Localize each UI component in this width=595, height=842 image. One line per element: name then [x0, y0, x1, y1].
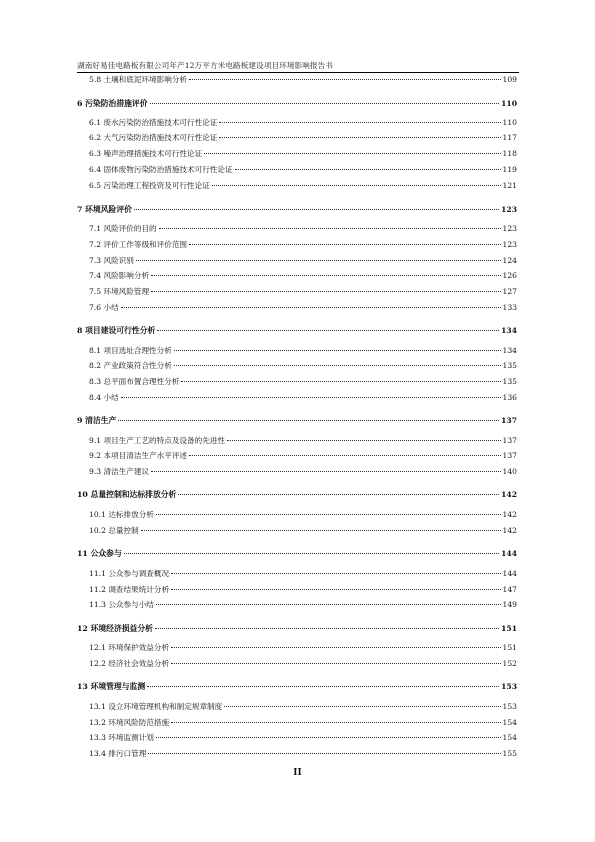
- toc-chapter-entry[interactable]: [77, 681, 517, 693]
- toc-section-entry[interactable]: [89, 74, 517, 86]
- toc-entry-page: 155: [502, 749, 517, 758]
- toc-dot-leader: [151, 275, 500, 276]
- toc-section-entry[interactable]: [89, 717, 517, 729]
- toc-dot-leader: [150, 103, 500, 104]
- toc-dot-leader: [178, 494, 499, 495]
- toc-dot-leader: [189, 244, 500, 245]
- toc-entry-page: 142: [501, 490, 517, 499]
- toc-section-entry[interactable]: [89, 117, 517, 129]
- toc-entry-title: 10.1 达标排放分析: [89, 510, 154, 519]
- toc-entry-title: 6.2 大气污染防治措施技术可行性论证: [89, 133, 218, 142]
- toc-section-entry[interactable]: [89, 376, 517, 388]
- toc-entry-title: 6.4 固体废物污染防治措施技术可行性论证: [89, 165, 233, 174]
- toc-entry-page: 151: [501, 624, 517, 633]
- toc-entry-page: 149: [502, 600, 517, 609]
- toc-dot-leader: [156, 737, 501, 738]
- toc-entry-title: 8.1 项目选址合理性分析: [89, 346, 172, 355]
- toc-entry-page: 152: [502, 659, 517, 668]
- toc-dot-leader: [148, 753, 500, 754]
- toc-dot-leader: [118, 420, 499, 421]
- toc-entry-page: 117: [502, 133, 517, 142]
- toc-entry-title: 13.3 环境监测计划: [89, 733, 154, 742]
- toc-entry-page: 154: [502, 733, 517, 742]
- toc-entry-title: 8.2 产业政策符合性分析: [89, 361, 172, 370]
- toc-dot-leader: [174, 350, 501, 351]
- toc-entry-title: 6.5 污染治理工程投资及可行性论证: [89, 181, 210, 190]
- toc-section-entry[interactable]: [89, 509, 517, 521]
- toc-section-entry[interactable]: [89, 270, 517, 282]
- toc-entry-page: 135: [502, 377, 517, 386]
- toc-dot-leader: [189, 79, 500, 80]
- toc-entry-title: 8 项目建设可行性分析: [77, 326, 156, 335]
- toc-entry-page: 154: [502, 718, 517, 727]
- toc-entry-title: 7 环境风险评价: [77, 205, 132, 214]
- toc-entry-page: 137: [501, 416, 517, 425]
- toc-entry-page: 109: [502, 75, 517, 84]
- toc-section-entry[interactable]: [89, 286, 517, 298]
- toc-entry-page: 110: [501, 99, 517, 108]
- toc-section-entry[interactable]: [89, 255, 517, 267]
- toc-dot-leader: [224, 706, 500, 707]
- toc-dot-leader: [219, 122, 500, 123]
- toc-section-entry[interactable]: [89, 584, 517, 596]
- toc-entry-title: 8.4 小结: [89, 393, 119, 402]
- toc-chapter-entry[interactable]: [77, 98, 517, 110]
- toc-section-entry[interactable]: [89, 345, 517, 357]
- toc-entry-title: 11.2 调查结果统计分析: [89, 585, 170, 594]
- toc-entry-title: 7.2 评价工作等级和评价范围: [89, 240, 188, 249]
- toc-dot-leader: [155, 628, 499, 629]
- toc-dot-leader: [156, 514, 501, 515]
- toc-section-entry[interactable]: [89, 568, 517, 580]
- toc-dot-leader: [124, 553, 499, 554]
- toc-dot-leader: [121, 397, 501, 398]
- toc-section-entry[interactable]: [89, 450, 517, 462]
- toc-dot-leader: [235, 169, 501, 170]
- toc-entry-title: 12.1 环境保护效益分析: [89, 643, 170, 652]
- toc-chapter-entry[interactable]: [77, 415, 517, 427]
- toc-entry-page: 121: [502, 181, 517, 190]
- toc-section-entry[interactable]: [89, 748, 517, 760]
- toc-entry-title: 9.2 本项目清洁生产水平评述: [89, 451, 188, 460]
- toc-entry-title: 10.2 总量控制: [89, 526, 139, 535]
- toc-chapter-entry[interactable]: [77, 489, 517, 501]
- toc-section-entry[interactable]: [89, 302, 517, 314]
- toc-entry-page: 153: [501, 682, 517, 691]
- toc-dot-leader: [171, 663, 500, 664]
- toc-entry-title: 9.1 项目生产工艺的特点及设备的先进性: [89, 436, 225, 445]
- toc-chapter-entry[interactable]: [77, 548, 517, 560]
- toc-chapter-entry[interactable]: [77, 623, 517, 635]
- toc-entry-title: 13.1 设立环境管理机构和制定规章制度: [89, 702, 223, 711]
- toc-entry-title: 7.5 环境风险管理: [89, 287, 150, 296]
- toc-entry-title: 13.2 环境风险防范措施: [89, 718, 170, 727]
- toc-dot-leader: [171, 647, 500, 648]
- toc-entry-page: 123: [502, 240, 517, 249]
- toc-entry-page: 134: [501, 326, 517, 335]
- toc-entry-title: 7.6 小结: [89, 303, 119, 312]
- toc-entry-page: 151: [502, 643, 517, 652]
- toc-dot-leader: [171, 573, 500, 574]
- toc-dot-leader: [159, 228, 501, 229]
- toc-entry-page: 119: [502, 165, 517, 174]
- toc-entry-page: 118: [502, 149, 517, 158]
- toc-entry-page: 144: [502, 569, 517, 578]
- toc-dot-leader: [156, 604, 501, 605]
- toc-dot-leader: [171, 589, 500, 590]
- toc-dot-leader: [174, 365, 501, 366]
- toc-section-entry[interactable]: [89, 360, 517, 372]
- toc-entry-page: 133: [502, 303, 517, 312]
- toc-entry-page: 126: [502, 271, 517, 280]
- toc-entry-title: 13 环境管理与监测: [77, 682, 146, 691]
- toc-entry-page: 136: [502, 393, 517, 402]
- toc-section-entry[interactable]: [89, 525, 517, 537]
- toc-section-entry[interactable]: [89, 164, 517, 176]
- toc-entry-title: 9 清洁生产: [77, 416, 117, 425]
- toc-section-entry[interactable]: [89, 732, 517, 744]
- toc-entry-title: 6.1 废水污染防治措施技术可行性论证: [89, 118, 218, 127]
- toc-entry-title: 11.1 公众参与调查概况: [89, 569, 170, 578]
- toc-entry-title: 13.4 排污口管理: [89, 749, 147, 758]
- toc-dot-leader: [136, 260, 501, 261]
- toc-dot-leader: [171, 722, 500, 723]
- toc-entry-page: 153: [502, 702, 517, 711]
- toc-dot-leader: [147, 686, 499, 687]
- toc-entry-page: 144: [501, 549, 517, 558]
- toc-entry-page: 110: [502, 118, 517, 127]
- toc-section-entry[interactable]: [89, 701, 517, 713]
- toc-dot-leader: [141, 530, 501, 531]
- toc-entry-title: 9.3 清洁生产建议: [89, 467, 150, 476]
- toc-dot-leader: [212, 185, 501, 186]
- toc-entry-title: 6 污染防治措施评价: [77, 99, 148, 108]
- toc-entry-title: 12 环境经济损益分析: [77, 624, 153, 633]
- toc-entry-title: 7.1 风险评价的目的: [89, 224, 157, 233]
- toc-section-entry[interactable]: [89, 466, 517, 478]
- toc-entry-title: 7.4 风险影响分析: [89, 271, 150, 280]
- toc-section-entry[interactable]: [89, 148, 517, 160]
- toc-entry-title: 12.2 经济社会效益分析: [89, 659, 170, 668]
- toc-entry-page: 135: [502, 361, 517, 370]
- toc-chapter-entry[interactable]: [77, 204, 517, 216]
- toc-entry-page: 123: [501, 205, 517, 214]
- toc-entry-page: 127: [502, 287, 517, 296]
- toc-entry-title: 10 总量控制和达标排放分析: [77, 490, 177, 499]
- toc-entry-page: 137: [502, 451, 517, 460]
- toc-section-entry[interactable]: [89, 239, 517, 251]
- toc-dot-leader: [134, 209, 499, 210]
- toc-dot-leader: [189, 455, 500, 456]
- toc-dot-leader: [219, 137, 500, 138]
- toc-section-entry[interactable]: [89, 599, 517, 611]
- toc-dot-leader: [204, 153, 500, 154]
- page-number: II: [293, 768, 302, 778]
- toc-section-entry[interactable]: [89, 658, 517, 670]
- toc-dot-leader: [151, 471, 500, 472]
- toc-section-entry[interactable]: [89, 392, 517, 404]
- toc-entry-title: 5.8 土壤和底泥环境影响分析: [89, 75, 188, 84]
- toc-section-entry[interactable]: [89, 642, 517, 654]
- toc-entry-page: 142: [502, 510, 517, 519]
- toc-section-entry[interactable]: [89, 132, 517, 144]
- toc-entry-page: 142: [502, 526, 517, 535]
- toc-chapter-entry[interactable]: [77, 325, 517, 337]
- toc-entry-title: 11.3 公众参与小结: [89, 600, 154, 609]
- toc-entry-page: 140: [502, 467, 517, 476]
- toc-entry-page: 147: [502, 585, 517, 594]
- toc-dot-leader: [157, 330, 499, 331]
- toc-section-entry[interactable]: [89, 435, 517, 447]
- toc-entry-page: 137: [502, 436, 517, 445]
- toc-entry-title: 6.3 噪声治理措施技术可行性论证: [89, 149, 203, 158]
- toc-dot-leader: [151, 291, 500, 292]
- toc-section-entry[interactable]: [89, 223, 517, 235]
- toc-entry-title: 8.3 总平面布置合理性分析: [89, 377, 180, 386]
- toc-entry-title: 7.3 风险识别: [89, 256, 134, 265]
- running-header: 湖南好易佳电路板有限公司年产12万平方米电路板建设项目环境影响报告书: [77, 61, 334, 70]
- toc-dot-leader: [181, 381, 500, 382]
- toc-entry-title: 11 公众参与: [77, 549, 122, 558]
- toc-dot-leader: [227, 440, 501, 441]
- toc-dot-leader: [121, 307, 501, 308]
- toc-section-entry[interactable]: [89, 180, 517, 192]
- toc-entry-page: 124: [502, 256, 517, 265]
- toc-entry-page: 123: [502, 224, 517, 233]
- toc-entry-page: 134: [502, 346, 517, 355]
